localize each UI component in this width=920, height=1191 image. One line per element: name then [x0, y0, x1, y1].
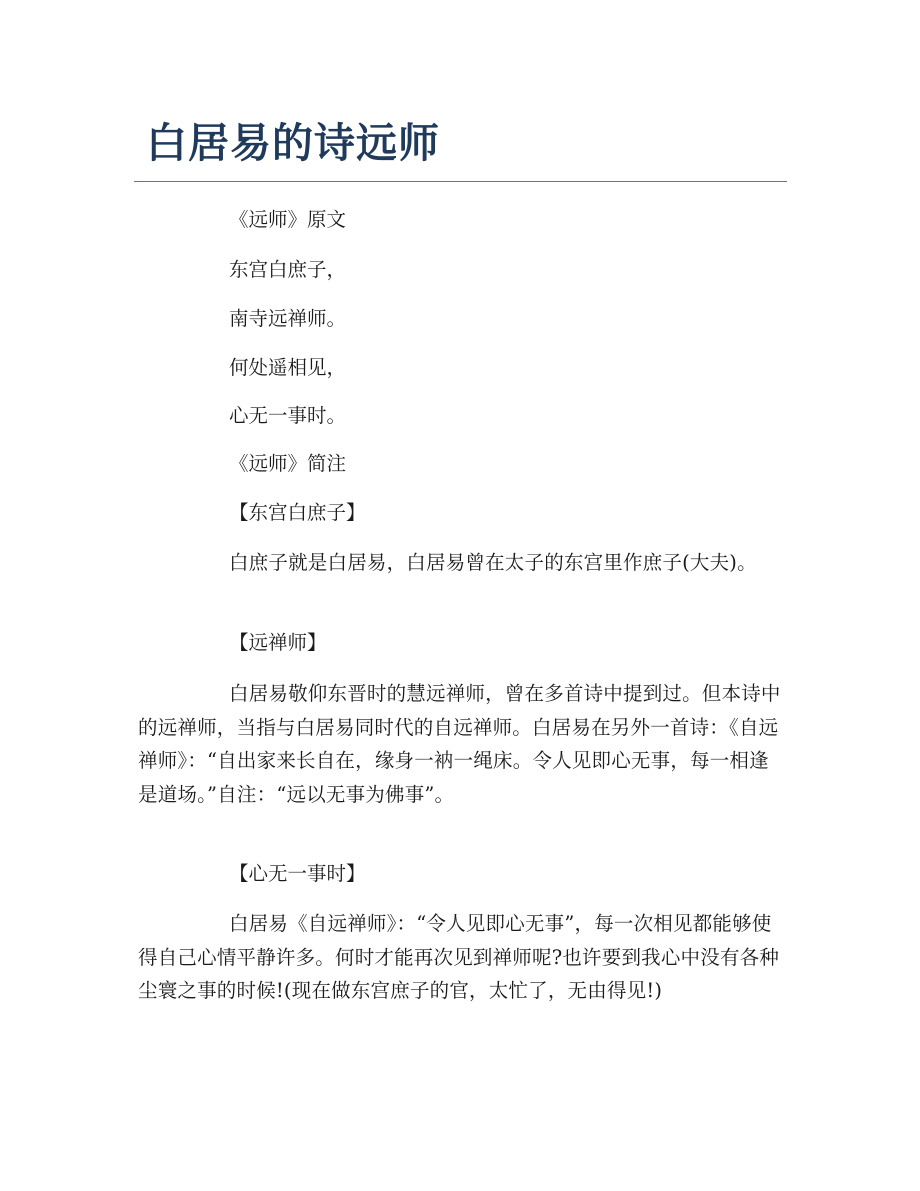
poem-line: 何处遥相见，	[229, 356, 347, 379]
page-title: 白居易的诗远师	[146, 119, 440, 167]
note-term: 【心无一事时】	[229, 862, 366, 885]
note-text: 白庶子就是白居易，白居易曾在太子的东宫里作庶子(大夫)。	[229, 551, 757, 574]
poem-line: 东宫白庶子，	[229, 258, 347, 281]
poem-line: 南寺远禅师。	[229, 307, 347, 330]
note-text: 白居易《自远禅师》：“令人见即心无事”，每一次相见都能够使得自己心情平静许多。何时才能再次见到禅师呢?也许要到我心中没有各种尘寰之事的时候!(现在做东宫庶子的官，太忙了，无由得见!)	[138, 912, 780, 1002]
title-divider	[134, 181, 787, 182]
note-term: 【东宫白庶子】	[229, 501, 366, 524]
note-term: 【远禅师】	[229, 631, 327, 654]
poem-heading: 《远师》原文	[229, 208, 347, 231]
notes-heading: 《远师》简注	[229, 452, 347, 475]
poem-line: 心无一事时。	[229, 404, 347, 427]
note-text: 白居易敬仰东晋时的慧远禅师，曾在多首诗中提到过。但本诗中的远禅师，当指与白居易同时代的自远禅师。白居易在另外一首诗：《自远禅师》：“自出家来长自在，缘身一衲一绳床。令人见即心无事，每一相逢是道场。”自注：“远以无事为佛事”。	[138, 682, 781, 806]
